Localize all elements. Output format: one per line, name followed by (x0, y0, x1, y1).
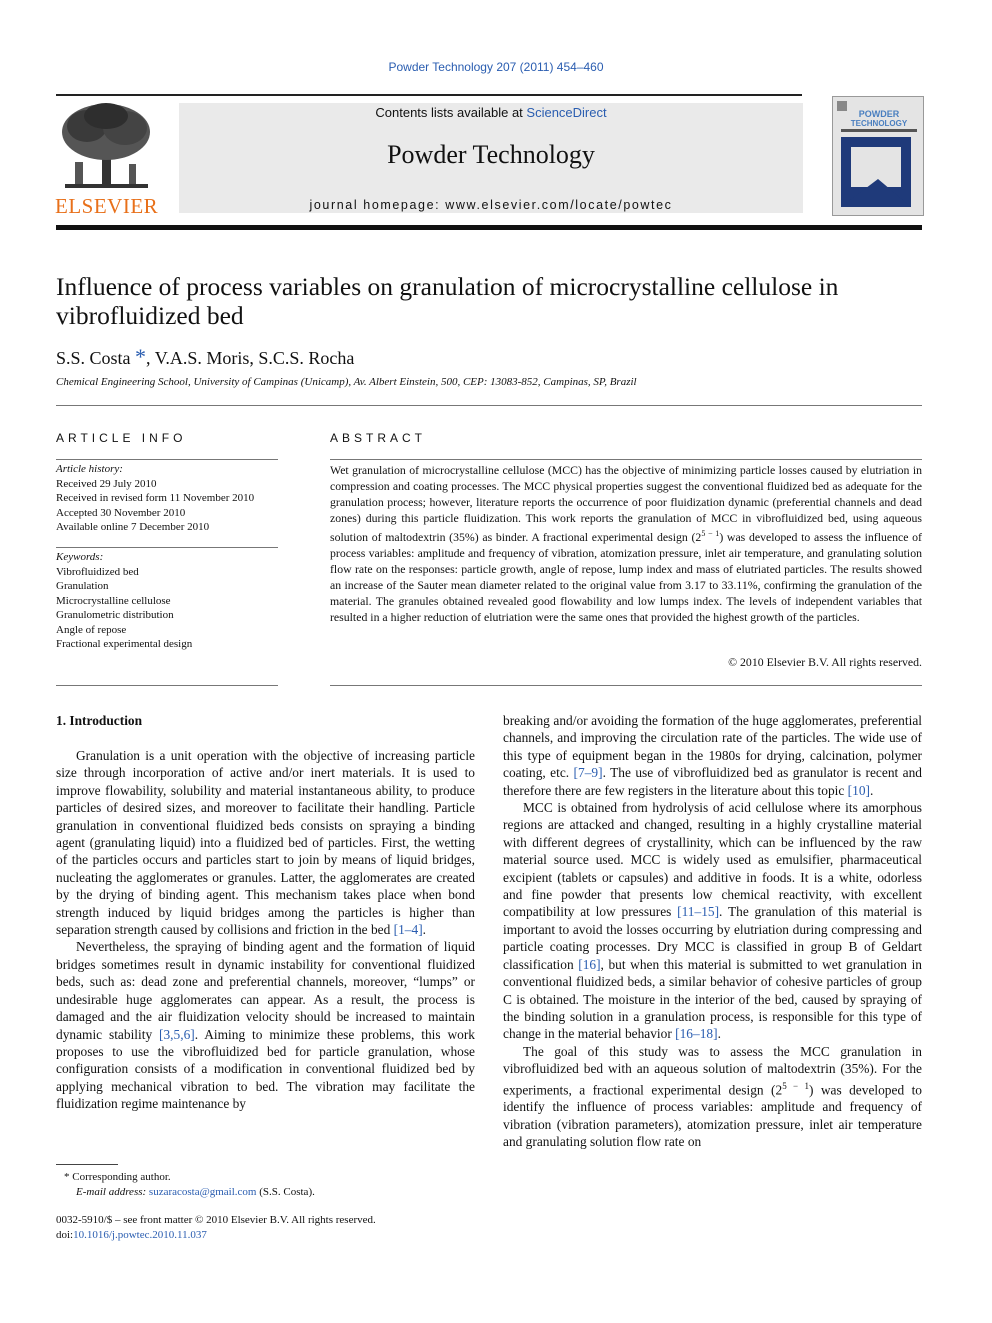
paragraph-text: The goal of this study was to assess the MCC granulation in vibrofluidized bed with an aqueous solution of maltodextrin (35%). For the experiments, a fractional experimental design (2 (503, 1043, 922, 1097)
history-label: Article history: (56, 463, 123, 475)
footnote-corresponding: Corresponding author. (72, 1171, 171, 1183)
abstract-copyright: © 2010 Elsevier B.V. All rights reserved. (728, 655, 922, 669)
abstract-exponent: 5 − 1 (701, 529, 720, 538)
body-column-right (503, 712, 922, 1151)
paragraph-text: . (717, 1026, 721, 1042)
paragraph-text: . The granulation of this material is important to avoid the losses occurring by elutriation during compressing and particle coating processes. Dry MCC is classified in group B of Geldart classification (503, 904, 922, 972)
article-info-bottom-rule (56, 685, 278, 686)
email-link[interactable]: suzaracosta@gmail.com (148, 1186, 257, 1198)
paragraph-text: . Aiming to minimize these problems, this work proposes to use the vibrofluidized bed for particle granulation, whose configuration consists of a modification in conventional fluidized bed by applying mechanical vibration to bed. The vibration may facilitate the fluidization regime maintenance by (56, 1026, 476, 1112)
contents-line (179, 105, 803, 120)
citation-link[interactable]: [7–9] (573, 765, 603, 781)
author-list (56, 344, 354, 370)
doi-label: doi: (56, 1229, 74, 1241)
front-matter (56, 1213, 475, 1243)
abstract-heading: ABSTRACT (330, 431, 427, 445)
sciencedirect-link[interactable]: ScienceDirect (526, 105, 607, 120)
keywords-rule (56, 547, 278, 548)
cover-title-line2: TECHNOLOGY (850, 119, 908, 128)
corresponding-author-footnote (56, 1170, 475, 1200)
footnote-rule (56, 1164, 118, 1165)
abstract-text (330, 462, 922, 625)
paragraph-text: , but when this material is submitted to wet granulation in conventional fluidized beds, a similar behavior of cohesive particles of group C is obtained. The moisture in the interior of the bed, caused by spraying of the binding solution in a granulation process, is responsible for this type of change in the material behavior (503, 956, 922, 1042)
paragraph-text: Granulation is a unit operation with the objective of increasing particle size through incorporation of active and/or inert materials. It is used to improve flowability, solubility and material instantaneous ability, to produce particles of desired sizes, and moreover to facilitate their handling. Particle granulation in conventional fluidized beds consists on spraying a binding agent (granulating liquid) into a fluidized bed of particles. First, the wetting of the particles occurs and particles start to join by means of liquid bridges, nucleating the agglomerates or granules. Latter, the agglomerates are created by the drying of binding agent. This mechanism takes place when bond strength induced by liquid bridges among the particles is higher than separation strength caused by collisions and friction in the bed (56, 748, 475, 938)
keyword-item: Vibrofluidized bed (56, 565, 139, 578)
elsevier-wordmark: ELSEVIER (55, 194, 159, 218)
history-received: Received 29 July 2010 (56, 477, 157, 490)
affiliation: Chemical Engineering School, University of Campinas (Unicamp), Av. Albert Einstein, 500, CEP: 13083-852, Campinas, SP, Brazil (56, 376, 637, 388)
article-title: Influence of process variables on granulation of microcrystalline cellulose in vibrofluidized bed (56, 272, 839, 330)
article-info-rule (56, 459, 278, 460)
keyword-item: Fractional experimental design (56, 638, 193, 650)
paragraph-text: ) was developed to identify the influence of process variables: amplitude and frequency of vibration (vibration parameters), atomization pressure, inlet air temperature and granulating solution flow rate on (503, 1082, 922, 1150)
abstract-part: ) was developed to assess the influence of process variables: amplitude and frequency of vibration, atomization pressure, inlet air temperature, and granulating solution flow rate on the responses: particle growth, angle of repose, lump index and mass of elutriated particles. The results showed an increase of the Sauter mean diameter related to the original value from 3.17 to 33.11%, confirming the granulation of the material. The granules obtained revealed good flowability and low lumps index. The levels of independent variables that resulted in a higher reduction of elutriation were the same ones that provided the highest growth of the particles. (330, 529, 922, 624)
citation-link[interactable]: [3,5,6] (159, 1026, 195, 1042)
email-label: E-mail address: (76, 1186, 149, 1198)
paragraph-text: . The use of vibrofluidized bed as granulator is recent and therefore there are few registers in the literature about this topic (503, 765, 922, 798)
journal-homepage[interactable]: journal homepage: www.elsevier.com/locate/powtec (309, 198, 673, 212)
keyword-item: Microcrystalline cellulose (56, 594, 171, 607)
paragraph (503, 1043, 922, 1151)
journal-citation[interactable]: Powder Technology 207 (2011) 454–460 (388, 60, 604, 74)
paragraph-text: MCC is obtained from hydrolysis of acid cellulose where its amorphous regions are attacked and changed, resulting in a highly crystalline material with different degrees of crystallinity, which can be influenced by the raw material source used. MCC is widely used as emulsifier, pharmaceutical excipient (tablets or capsules) and additive in foods. It is a white, odorless and fine powder that presents low chemical reactivity, with excellent compatibility at low pressures (503, 800, 922, 920)
other-authors: , V.A.S. Moris, S.C.S. Rocha (146, 348, 355, 368)
history-accepted: Accepted 30 November 2010 (56, 506, 186, 519)
issn-line: 0032-5910/$ – see front matter © 2010 Elsevier B.V. All rights reserved. (56, 1214, 376, 1226)
corresponding-author-mark[interactable]: * (135, 344, 147, 369)
abstract-rule (330, 459, 922, 460)
keywords-list (56, 550, 278, 652)
citation-link[interactable]: [11–15] (677, 904, 720, 920)
title-rule (56, 405, 922, 406)
paragraph-text: . (422, 922, 427, 938)
design-exponent: 5 − 1 (782, 1080, 809, 1091)
body-column-left (56, 747, 475, 1113)
header-thick-rule (56, 225, 922, 230)
citation-link[interactable]: [1–4] (393, 922, 423, 938)
doi-link[interactable]: 10.1016/j.powtec.2010.11.037 (73, 1229, 207, 1241)
email-suffix: (S.S. Costa). (256, 1186, 315, 1198)
header-rule (56, 94, 802, 96)
paragraph-text: breaking and/or avoiding the formation of the huge agglomerates, preferential channels, and improving the circulation rate of the particles. The wide use of this type of equipment began in the 1980s for drying, calcination, polymer coating, etc. (503, 713, 922, 781)
cover-title-line1: POWDER (858, 109, 900, 119)
citation-link[interactable]: [16] (578, 956, 601, 972)
abstract-bottom-rule (330, 685, 922, 686)
contents-prefix: Contents lists available at (375, 105, 527, 120)
paragraph (503, 712, 922, 799)
journal-cover-thumbnail (832, 96, 924, 216)
author-costa: S.S. Costa (56, 348, 131, 368)
keyword-item: Granulation (56, 580, 109, 592)
keyword-item: Angle of repose (56, 623, 127, 636)
paragraph (56, 938, 475, 1112)
paragraph-text: . (869, 782, 874, 798)
history-revised: Received in revised form 11 November 2010 (56, 492, 255, 504)
section-heading-introduction: 1. Introduction (56, 713, 143, 728)
paragraph-text: Nevertheless, the spraying of binding agent and the formation of liquid bridges sometimes result in dynamic instability for conventional fluidized beds, such as: dead zone and preferential channels, moreover, “lumps” or undesirable huge agglomerates can appear. As a result, the process is damaged and the air fluidization velocity should be increased to maintain dynamic stability (56, 939, 475, 1042)
paragraph (56, 747, 475, 938)
keywords-label: Keywords: (56, 551, 104, 563)
article-history (56, 462, 278, 535)
history-online: Available online 7 December 2010 (56, 521, 210, 533)
citation-link[interactable]: [10] (847, 782, 870, 798)
footnote-star: * (64, 1171, 70, 1183)
journal-name: Powder Technology (387, 140, 595, 169)
abstract-part: Wet granulation of microcrystalline cellulose (MCC) has the objective of minimizing particle losses caused by elutriation in compression and coating processes. The MCC physical properties suggest the conventional fluidized bed as adequate for the granulation process; however, literature reports the occurrence of poor fluidization dynamic (preferential channels and dead zones) during this particle fluidization. This work reports the granulation of MCC in vibrofluidized bed, using aqueous solution of maltodextrin (35%) as binder. A fractional experimental design (2 (330, 463, 922, 544)
article-info-heading: ARTICLE INFO (56, 431, 187, 445)
citation-link[interactable]: [16–18] (675, 1026, 718, 1042)
paragraph (503, 799, 922, 1043)
keyword-item: Granulometric distribution (56, 609, 174, 621)
